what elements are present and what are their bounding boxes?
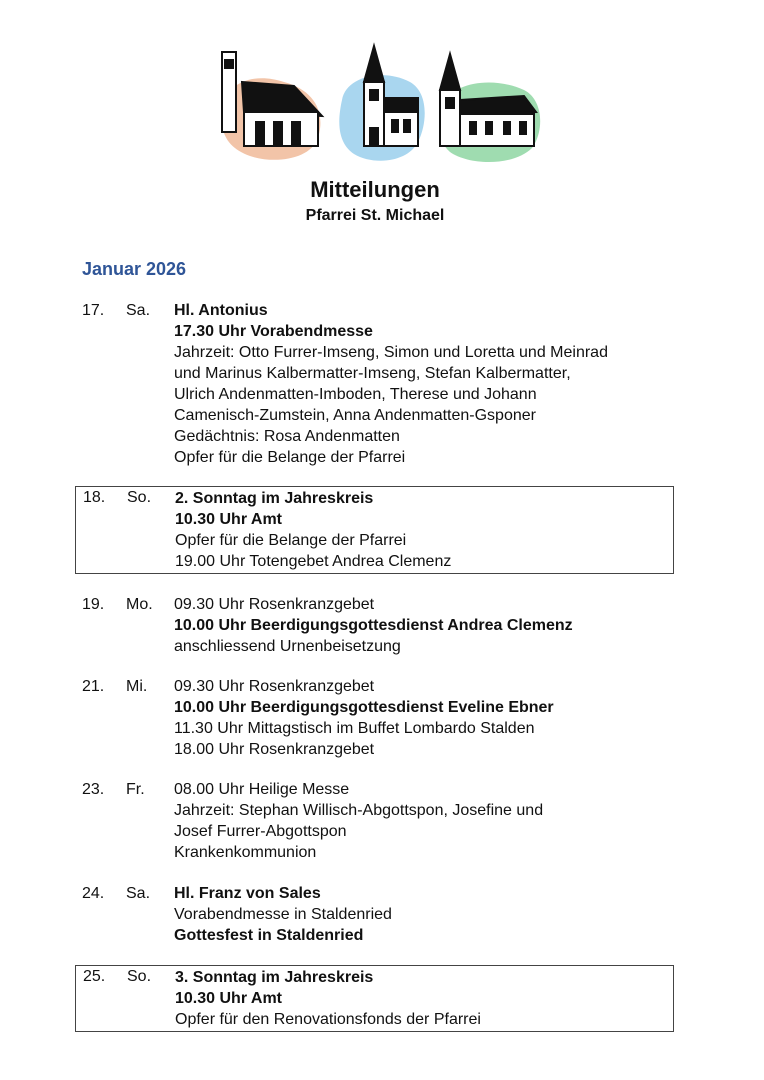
entry-line: 10.30 Uhr Amt xyxy=(175,511,282,528)
entry-line: Hl. Franz von Sales xyxy=(174,885,321,902)
entry-line: Josef Furrer-Abgottspon xyxy=(174,823,347,840)
entry-line: 18.00 Uhr Rosenkranzgebet xyxy=(174,741,375,758)
right-church-icon xyxy=(440,54,536,146)
entry-line: 10.00 Uhr Beerdigungsgottesdienst Andrea Clemenz xyxy=(174,617,573,634)
entry-weekday: Sa. xyxy=(126,885,151,902)
entry-line: anschliessend Urnenbeisetzung xyxy=(174,638,401,655)
entry-line: 09.30 Uhr Rosenkranzgebet xyxy=(174,596,375,613)
parish-churches-logo xyxy=(214,42,550,166)
left-church-icon xyxy=(222,52,322,146)
entry-weekday: Mi. xyxy=(126,678,148,695)
entry-day: 24. xyxy=(82,885,105,902)
entry-line: Gedächtnis: Rosa Andenmatten xyxy=(174,428,400,445)
entry-day: 23. xyxy=(82,781,105,798)
entry-line: 2. Sonntag im Jahreskreis xyxy=(175,490,374,507)
entry-line: Ulrich Andenmatten-Imboden, Therese und Johann xyxy=(174,386,537,403)
entry-line: Vorabendmesse in Staldenried xyxy=(174,906,392,923)
entry-21 xyxy=(82,676,682,760)
entry-line: Krankenkommunion xyxy=(174,844,317,861)
page-title: Mitteilungen xyxy=(310,177,440,202)
entry-line: Opfer für die Belange der Pfarrei xyxy=(175,532,407,549)
entry-line: 10.00 Uhr Beerdigungsgottesdienst Eveline Ebner xyxy=(174,699,554,716)
entry-weekday: Fr. xyxy=(126,781,145,798)
entry-line: Jahrzeit: Otto Furrer-Imseng, Simon und Loretta und Meinrad xyxy=(174,344,608,361)
entry-line: und Marinus Kalbermatter-Imseng, Stefan Kalbermatter, xyxy=(174,365,571,382)
entry-line: Opfer für die Belange der Pfarrei xyxy=(174,449,406,466)
entry-line: Hl. Antonius xyxy=(174,302,268,319)
entry-18-boxed xyxy=(75,486,674,574)
entry-day: 21. xyxy=(82,678,105,695)
entry-line: 19.00 Uhr Totengebet Andrea Clemenz xyxy=(175,553,452,570)
page-subtitle: Pfarrei St. Michael xyxy=(305,207,445,224)
entry-line: 09.30 Uhr Rosenkranzgebet xyxy=(174,678,375,695)
entry-weekday: So. xyxy=(127,489,152,506)
entry-weekday: Mo. xyxy=(126,596,153,613)
entry-line: Gottesfest in Staldenried xyxy=(174,927,364,944)
entry-line: 08.00 Uhr Heilige Messe xyxy=(174,781,350,798)
entry-24 xyxy=(82,883,682,946)
entry-weekday: Sa. xyxy=(126,302,151,319)
entry-line: 10.30 Uhr Amt xyxy=(175,990,282,1007)
entry-day: 25. xyxy=(83,968,106,985)
entry-day: 19. xyxy=(82,596,105,613)
entry-line: 11.30 Uhr Mittagstisch im Buffet Lombardo Stalden xyxy=(174,720,535,737)
entry-line: Jahrzeit: Stephan Willisch-Abgottspon, Josefine und xyxy=(174,802,544,819)
entry-day: 18. xyxy=(83,489,106,506)
entry-17 xyxy=(82,300,682,468)
entry-23 xyxy=(82,779,682,863)
entry-line: 17.30 Uhr Vorabendmesse xyxy=(174,323,373,340)
entry-day: 17. xyxy=(82,302,105,319)
entry-25-boxed xyxy=(75,965,674,1032)
month-heading: Januar 2026 xyxy=(82,259,187,279)
entry-line: Opfer für den Renovationsfonds der Pfarrei xyxy=(175,1011,481,1028)
entry-line: 3. Sonntag im Jahreskreis xyxy=(175,969,374,986)
entry-19 xyxy=(82,594,682,657)
entry-line: Camenisch-Zumstein, Anna Andenmatten-Gsponer xyxy=(174,407,536,424)
entry-weekday: So. xyxy=(127,968,152,985)
